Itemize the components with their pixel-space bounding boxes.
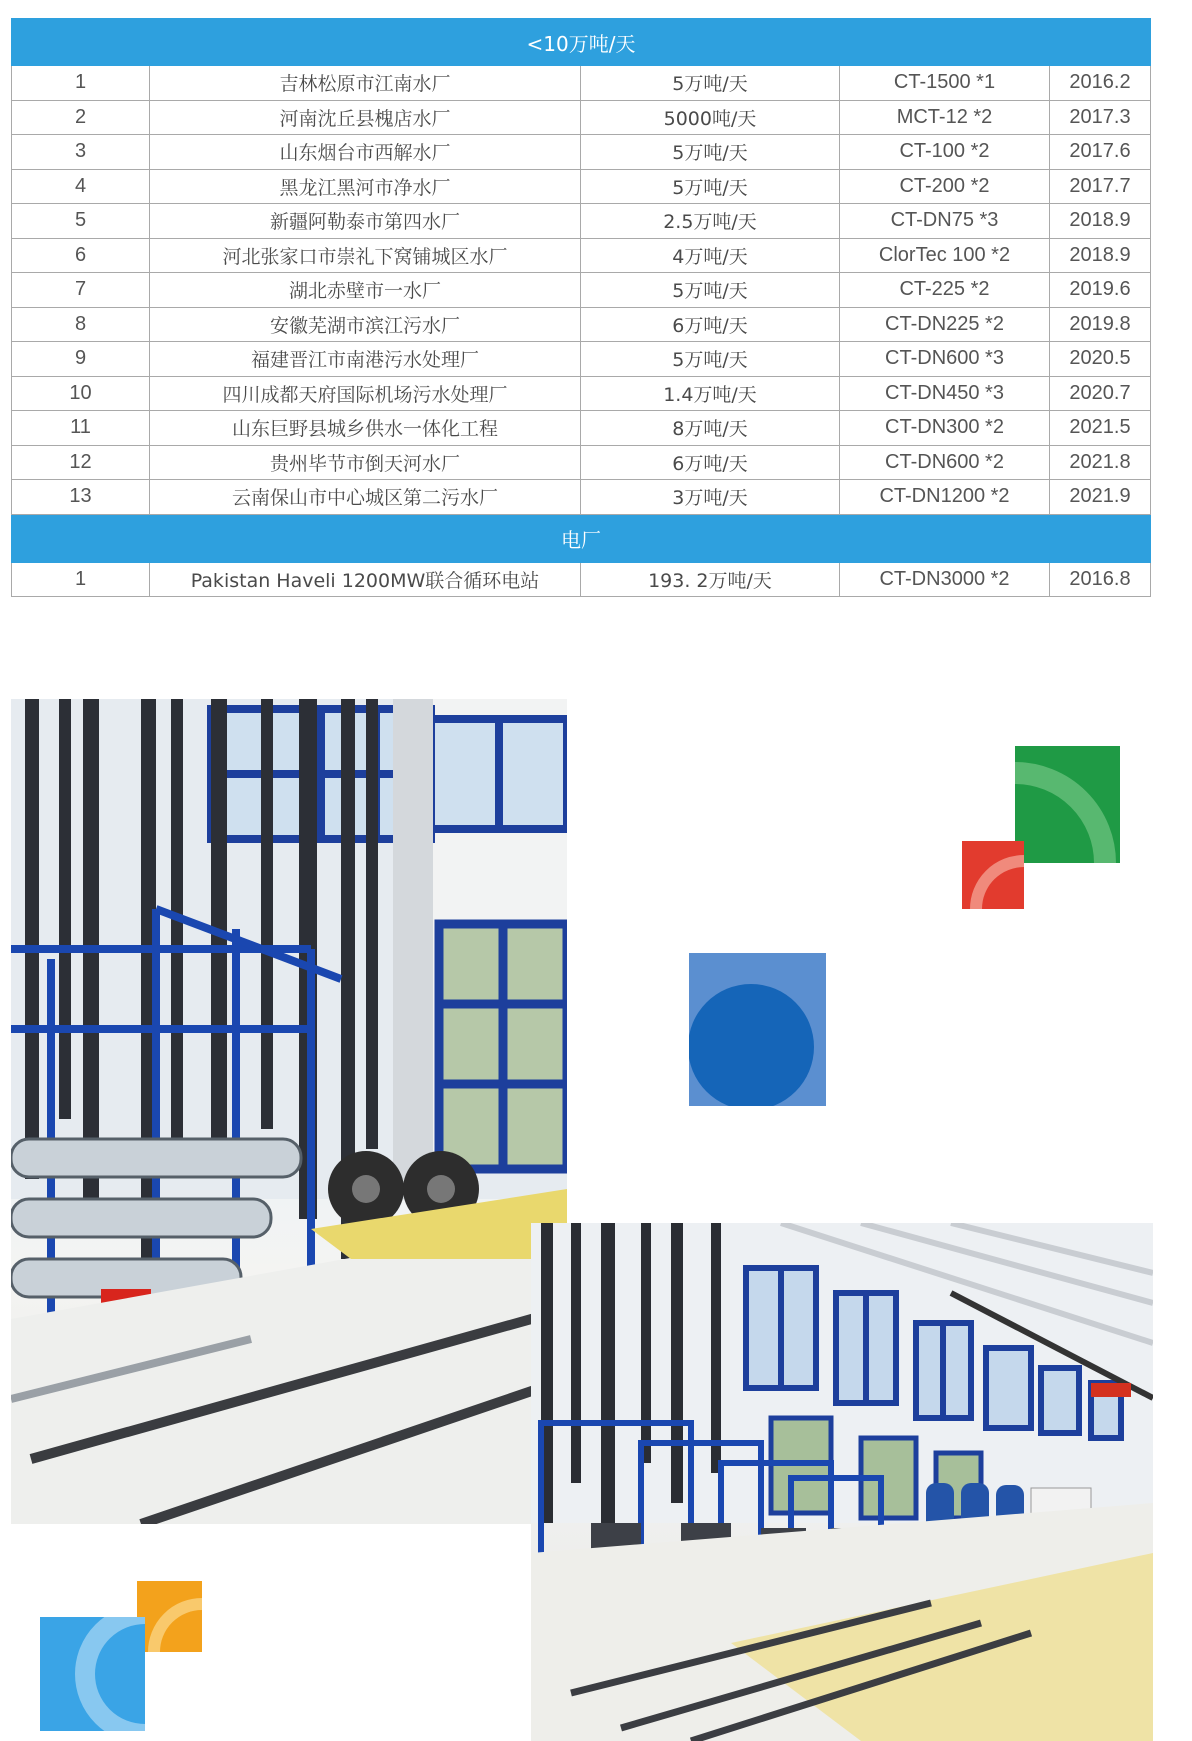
capacity-cell: 8万吨/天	[581, 411, 840, 446]
site-name-cell: Pakistan Haveli 1200MW联合循环电站	[150, 562, 581, 597]
section-title: 电厂	[12, 514, 1151, 562]
table-row	[12, 411, 1151, 446]
green-quarter-tile	[1015, 746, 1120, 863]
model-cell: CT-225 *2	[840, 273, 1050, 308]
project-reference-table	[11, 18, 1151, 597]
table-row	[12, 135, 1151, 170]
table-row	[12, 480, 1151, 515]
table-row	[12, 100, 1151, 135]
table-row	[12, 204, 1151, 239]
model-cell: CT-DN3000 *2	[840, 562, 1050, 597]
model-cell: CT-1500 *1	[840, 66, 1050, 101]
date-cell: 2021.5	[1050, 411, 1151, 446]
row-number-cell: 7	[12, 273, 150, 308]
table-row	[12, 66, 1151, 101]
table-row	[12, 238, 1151, 273]
capacity-cell: 6万吨/天	[581, 445, 840, 480]
model-cell: CT-DN1200 *2	[840, 480, 1050, 515]
row-number-cell: 9	[12, 342, 150, 377]
date-cell: 2020.7	[1050, 376, 1151, 411]
date-cell: 2016.8	[1050, 562, 1151, 597]
date-cell: 2017.7	[1050, 169, 1151, 204]
date-cell: 2019.6	[1050, 273, 1151, 308]
table-row	[12, 169, 1151, 204]
site-name-cell: 安徽芜湖市滨江污水厂	[150, 307, 581, 342]
site-name-cell: 山东烟台市西解水厂	[150, 135, 581, 170]
model-cell: CT-100 *2	[840, 135, 1050, 170]
table-row	[12, 376, 1151, 411]
table-row	[12, 273, 1151, 308]
table-row	[12, 307, 1151, 342]
table-row	[12, 445, 1151, 480]
capacity-cell: 3万吨/天	[581, 480, 840, 515]
model-cell: CT-DN225 *2	[840, 307, 1050, 342]
blue-circle-tile	[689, 953, 826, 1106]
capacity-cell: 5000吨/天	[581, 100, 840, 135]
site-name-cell: 河南沈丘县槐店水厂	[150, 100, 581, 135]
photo-equipment-room	[11, 699, 567, 1524]
model-cell: MCT-12 *2	[840, 100, 1050, 135]
model-cell: ClorTec 100 *2	[840, 238, 1050, 273]
site-name-cell: 山东巨野县城乡供水一体化工程	[150, 411, 581, 446]
section-title: <10万吨/天	[12, 19, 1151, 66]
model-cell: CT-DN600 *3	[840, 342, 1050, 377]
row-number-cell: 11	[12, 411, 150, 446]
section-header-under-100k	[12, 19, 1151, 66]
date-cell: 2021.8	[1050, 445, 1151, 480]
row-number-cell: 10	[12, 376, 150, 411]
model-cell: CT-DN75 *3	[840, 204, 1050, 239]
row-number-cell: 12	[12, 445, 150, 480]
row-number-cell: 1	[12, 66, 150, 101]
date-cell: 2016.2	[1050, 66, 1151, 101]
site-name-cell: 湖北赤壁市一水厂	[150, 273, 581, 308]
table-row	[12, 342, 1151, 377]
row-number-cell: 13	[12, 480, 150, 515]
capacity-cell: 1.4万吨/天	[581, 376, 840, 411]
date-cell: 2017.3	[1050, 100, 1151, 135]
capacity-cell: 5万吨/天	[581, 135, 840, 170]
row-number-cell: 4	[12, 169, 150, 204]
site-name-cell: 贵州毕节市倒天河水厂	[150, 445, 581, 480]
site-name-cell: 福建晋江市南港污水处理厂	[150, 342, 581, 377]
capacity-cell: 5万吨/天	[581, 169, 840, 204]
date-cell: 2017.6	[1050, 135, 1151, 170]
sky-blue-quarter-tile	[40, 1617, 145, 1731]
model-cell: CT-DN600 *2	[840, 445, 1050, 480]
model-cell: CT-200 *2	[840, 169, 1050, 204]
row-number-cell: 6	[12, 238, 150, 273]
photo-plant-hall	[531, 1223, 1153, 1741]
date-cell: 2018.9	[1050, 238, 1151, 273]
site-name-cell: 四川成都天府国际机场污水处理厂	[150, 376, 581, 411]
site-name-cell: 黑龙江黑河市净水厂	[150, 169, 581, 204]
capacity-cell: 6万吨/天	[581, 307, 840, 342]
site-name-cell: 新疆阿勒泰市第四水厂	[150, 204, 581, 239]
row-number-cell: 1	[12, 562, 150, 597]
date-cell: 2021.9	[1050, 480, 1151, 515]
model-cell: CT-DN300 *2	[840, 411, 1050, 446]
site-name-cell: 吉林松原市江南水厂	[150, 66, 581, 101]
red-quarter-tile	[962, 841, 1024, 909]
row-number-cell: 3	[12, 135, 150, 170]
capacity-cell: 193. 2万吨/天	[581, 562, 840, 597]
date-cell: 2019.8	[1050, 307, 1151, 342]
orange-quarter-tile	[137, 1581, 202, 1652]
capacity-cell: 4万吨/天	[581, 238, 840, 273]
date-cell: 2020.5	[1050, 342, 1151, 377]
date-cell: 2018.9	[1050, 204, 1151, 239]
capacity-cell: 5万吨/天	[581, 66, 840, 101]
section-header-power-plant	[12, 514, 1151, 562]
capacity-cell: 2.5万吨/天	[581, 204, 840, 239]
model-cell: CT-DN450 *3	[840, 376, 1050, 411]
table-row	[12, 562, 1151, 597]
row-number-cell: 2	[12, 100, 150, 135]
site-name-cell: 河北张家口市崇礼下窝铺城区水厂	[150, 238, 581, 273]
capacity-cell: 5万吨/天	[581, 273, 840, 308]
row-number-cell: 5	[12, 204, 150, 239]
site-name-cell: 云南保山市中心城区第二污水厂	[150, 480, 581, 515]
row-number-cell: 8	[12, 307, 150, 342]
capacity-cell: 5万吨/天	[581, 342, 840, 377]
